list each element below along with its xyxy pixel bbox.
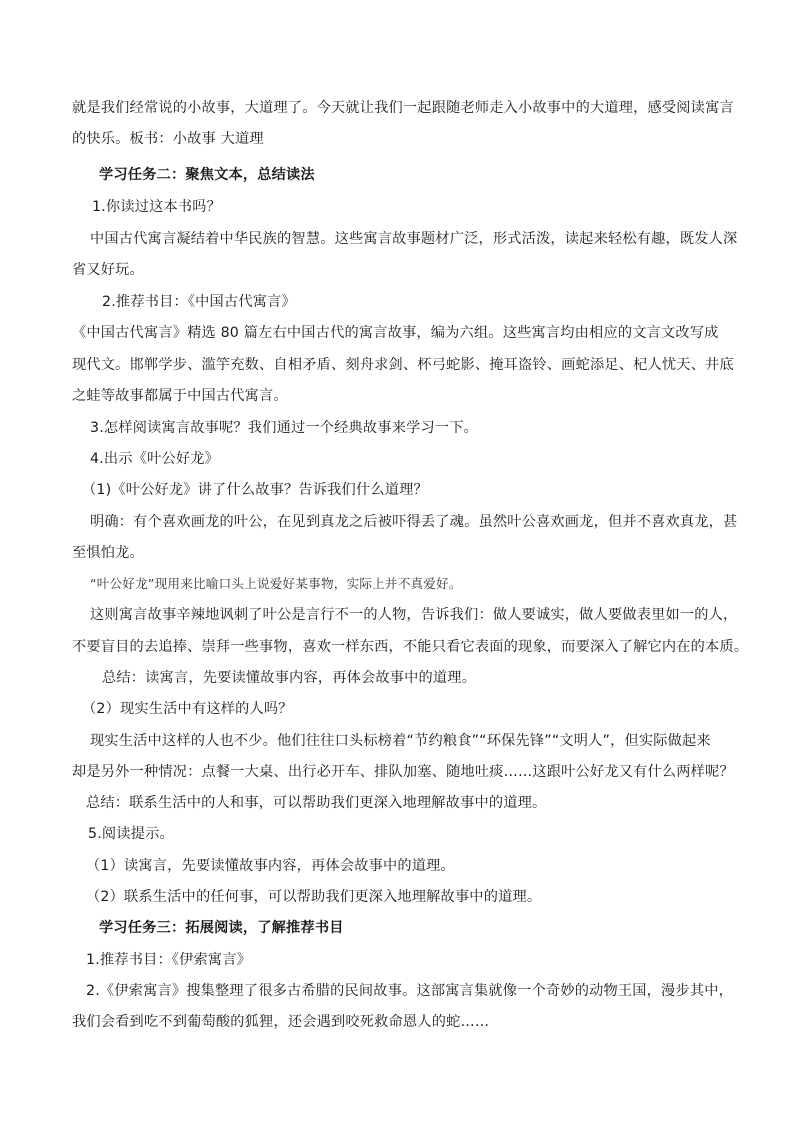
paragraph-line: 1.推荐书目：《伊索寓言》 bbox=[86, 952, 252, 968]
paragraph-line: 省又好玩。 bbox=[72, 262, 144, 278]
paragraph-line: 3.怎样阅读寓言故事呢？我们通过一个经典故事来学习一下。 bbox=[90, 420, 479, 436]
paragraph-line: 《中国古代寓言》精选 80 篇左右中国古代的寓言故事，编为六组。这些寓言均由相应的文言文改写成 bbox=[72, 325, 719, 341]
paragraph-line: 4.出示《叶公好龙》 bbox=[90, 451, 220, 467]
paragraph-line: 2.推荐书目：《中国古代寓言》 bbox=[102, 294, 296, 310]
paragraph-line: 之蛙等故事都属于中国古代寓言。 bbox=[72, 388, 288, 404]
paragraph-line: （2）联系生活中的任何事，可以帮助我们更深入地理解故事中的道理。 bbox=[86, 889, 542, 905]
paragraph-line: 明确：有个喜欢画龙的叶公，在见到真龙之后被吓得丢了魂。虽然叶公喜欢画龙，但并不喜欢真龙，甚 bbox=[90, 514, 738, 530]
paragraph-line: 的快乐。板书：小故事 大道理 bbox=[72, 131, 264, 147]
paragraph-line: 就是我们经常说的小故事，大道理了。今天就让我们一起跟随老师走入小故事中的大道理，感受阅读寓言 bbox=[72, 100, 734, 116]
paragraph-line: 1.你读过这本书吗？ bbox=[92, 199, 222, 215]
paragraph-line: 现实生活中这样的人也不少。他们往往口头标榜着“节约粮食”“环保先锋”“文明人”，但实际做起来 bbox=[90, 733, 711, 749]
paragraph-line: 总结：读寓言，先要读懂故事内容，再体会故事中的道理。 bbox=[102, 670, 477, 686]
section-heading: 学习任务二：聚焦文本，总结读法 bbox=[99, 167, 315, 183]
paragraph-line: 不要盲目的去追捧、崇拜一些事物，喜欢一样东西，不能只看它表面的现象，而要深入了解它内在的本质。 bbox=[72, 639, 749, 655]
quote-line: “叶公好龙”现用来比喻口头上说爱好某事物，实际上并不真爱好。 bbox=[90, 576, 462, 591]
paragraph-line: （1)《叶公好龙》讲了什么故事？告诉我们什么道理？ bbox=[82, 482, 428, 498]
paragraph-line: 这则寓言故事辛辣地讽刺了叶公是言行不一的人物，告诉我们：做人要诚实，做人要做表里如一的人， bbox=[90, 607, 738, 623]
paragraph-line: 2.《伊索寓言》搜集整理了很多古希腊的民间故事。这部寓言集就像一个奇妙的动物王国，漫步其中， bbox=[86, 983, 733, 999]
paragraph-line: 至惧怕龙。 bbox=[72, 545, 144, 561]
paragraph-line: 5.阅读提示。 bbox=[88, 826, 174, 842]
paragraph-line: 现代文。邯郸学步、滥竽充数、自相矛盾、刻舟求剑、杯弓蛇影、掩耳盗铃、画蛇添足、杞人忧天、井底 bbox=[72, 357, 734, 373]
paragraph-line: （1）读寓言，先要读懂故事内容，再体会故事中的道理。 bbox=[86, 858, 455, 874]
section-heading: 学习任务三：拓展阅读，了解推荐书目 bbox=[99, 920, 344, 936]
paragraph-line: （2）现实生活中有这样的人吗？ bbox=[82, 701, 293, 717]
paragraph-line: 总结：联系生活中的人和事，可以帮助我们更深入地理解故事中的道理。 bbox=[86, 795, 547, 811]
paragraph-line: 我们会看到吃不到葡萄酸的狐狸，还会遇到咬死救命恩人的蛇…… bbox=[72, 1014, 490, 1030]
paragraph-line: 中国古代寓言凝结着中华民族的智慧。这些寓言故事题材广泛，形式活泼，读起来轻松有趣，既发人深 bbox=[90, 231, 738, 247]
paragraph-line: 却是另外一种情况：点餐一大桌、出行必开车、排队加塞、随地吐痰……这跟叶公好龙又有什么两样呢？ bbox=[72, 764, 734, 780]
